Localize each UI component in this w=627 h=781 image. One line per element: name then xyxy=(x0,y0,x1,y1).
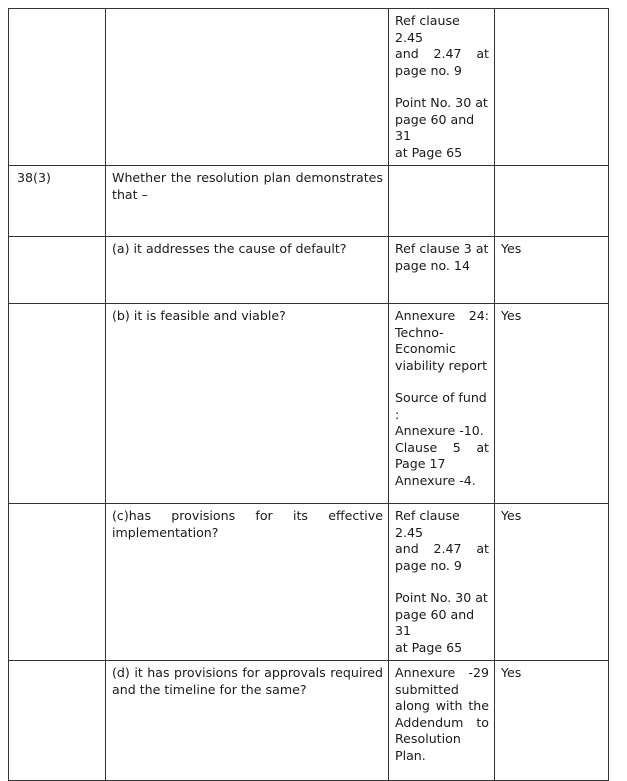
reference-line: submitted xyxy=(395,681,459,697)
question-line: Whether the resolution plan demonstrates xyxy=(112,170,383,185)
reference-cell xyxy=(389,166,495,237)
question-line: implementation? xyxy=(112,524,219,540)
clause-number-cell xyxy=(9,166,106,237)
answer-cell xyxy=(495,504,609,661)
reference-line: Point No. 30 at xyxy=(395,95,488,110)
table-body xyxy=(9,9,609,781)
reference-line: Techno- xyxy=(395,324,444,340)
question-line: that – xyxy=(112,186,148,202)
reference-cell xyxy=(389,9,495,166)
reference-block xyxy=(395,308,489,374)
reference-line: Ref clause 2.45 xyxy=(395,508,460,540)
question-cell xyxy=(106,304,389,504)
clause-number-cell xyxy=(9,504,106,661)
answer-value: Yes xyxy=(501,665,522,680)
reference-block xyxy=(395,95,489,161)
question-cell xyxy=(106,504,389,661)
reference-line: page 60 and 31 xyxy=(395,111,475,143)
reference-cell xyxy=(389,304,495,504)
clause-number: 38(3) xyxy=(17,170,51,185)
compliance-table xyxy=(8,8,609,781)
question-line: (d) it has provisions for approvals required xyxy=(112,665,383,680)
question-line: (b) it is feasible and viable? xyxy=(112,308,286,323)
reference-line: : xyxy=(395,406,400,422)
reference-line: page no. 9 xyxy=(395,62,462,78)
reference-block xyxy=(395,508,489,574)
reference-line: page no. 9 xyxy=(395,557,462,573)
reference-line: page 60 and 31 xyxy=(395,606,475,638)
reference-line: Economic xyxy=(395,341,456,356)
table-row xyxy=(9,304,609,504)
reference-line: Annexure -4. xyxy=(395,472,476,488)
table-row xyxy=(9,661,609,781)
reference-line: page no. 14 xyxy=(395,257,470,273)
answer-value: Yes xyxy=(501,241,522,256)
reference-block xyxy=(395,390,489,489)
reference-line: Annexure -29 xyxy=(395,665,489,680)
question-line: and the timeline for the same? xyxy=(112,681,307,697)
reference-line: Addendum to xyxy=(395,714,489,730)
reference-line: Annexure -10. xyxy=(395,423,484,438)
answer-value: Yes xyxy=(501,508,522,523)
clause-number-cell xyxy=(9,661,106,781)
reference-line: Ref clause 3 at xyxy=(395,241,489,256)
reference-line: at Page 65 xyxy=(395,144,463,160)
question-cell xyxy=(106,661,389,781)
reference-block xyxy=(395,590,489,656)
reference-line: at Page 65 xyxy=(395,639,463,655)
clause-number-cell xyxy=(9,9,106,166)
reference-line: Page 17 xyxy=(395,456,446,471)
question-line: (a) it addresses the cause of default? xyxy=(112,241,347,256)
reference-line: and 2.47 at xyxy=(395,46,489,61)
reference-line: viability report xyxy=(395,357,488,373)
question-cell xyxy=(106,166,389,237)
reference-line: Source of fund xyxy=(395,390,487,405)
reference-cell xyxy=(389,661,495,781)
reference-line: Point No. 30 at xyxy=(395,590,488,605)
reference-line: along with the xyxy=(395,698,489,713)
reference-line: and 2.47 at xyxy=(395,541,489,556)
reference-line: Clause 5 at xyxy=(395,439,489,455)
reference-cell xyxy=(389,504,495,661)
answer-cell xyxy=(495,304,609,504)
clause-number-cell xyxy=(9,304,106,504)
reference-line: Annexure 24: xyxy=(395,308,489,323)
reference-line: Ref clause 2.45 xyxy=(395,13,460,45)
table-row xyxy=(9,237,609,304)
answer-cell xyxy=(495,661,609,781)
table-row xyxy=(9,166,609,237)
table-row xyxy=(9,9,609,166)
answer-cell xyxy=(495,9,609,166)
reference-block xyxy=(395,13,489,79)
answer-value: Yes xyxy=(501,308,522,323)
clause-number-cell xyxy=(9,237,106,304)
reference-line: Plan. xyxy=(395,747,426,763)
question-cell xyxy=(106,237,389,304)
answer-cell xyxy=(495,166,609,237)
reference-cell xyxy=(389,237,495,304)
question-line: (c)has provisions for its effective xyxy=(112,508,383,523)
question-cell xyxy=(106,9,389,166)
table-row xyxy=(9,504,609,661)
reference-line: Resolution xyxy=(395,731,461,746)
answer-cell xyxy=(495,237,609,304)
